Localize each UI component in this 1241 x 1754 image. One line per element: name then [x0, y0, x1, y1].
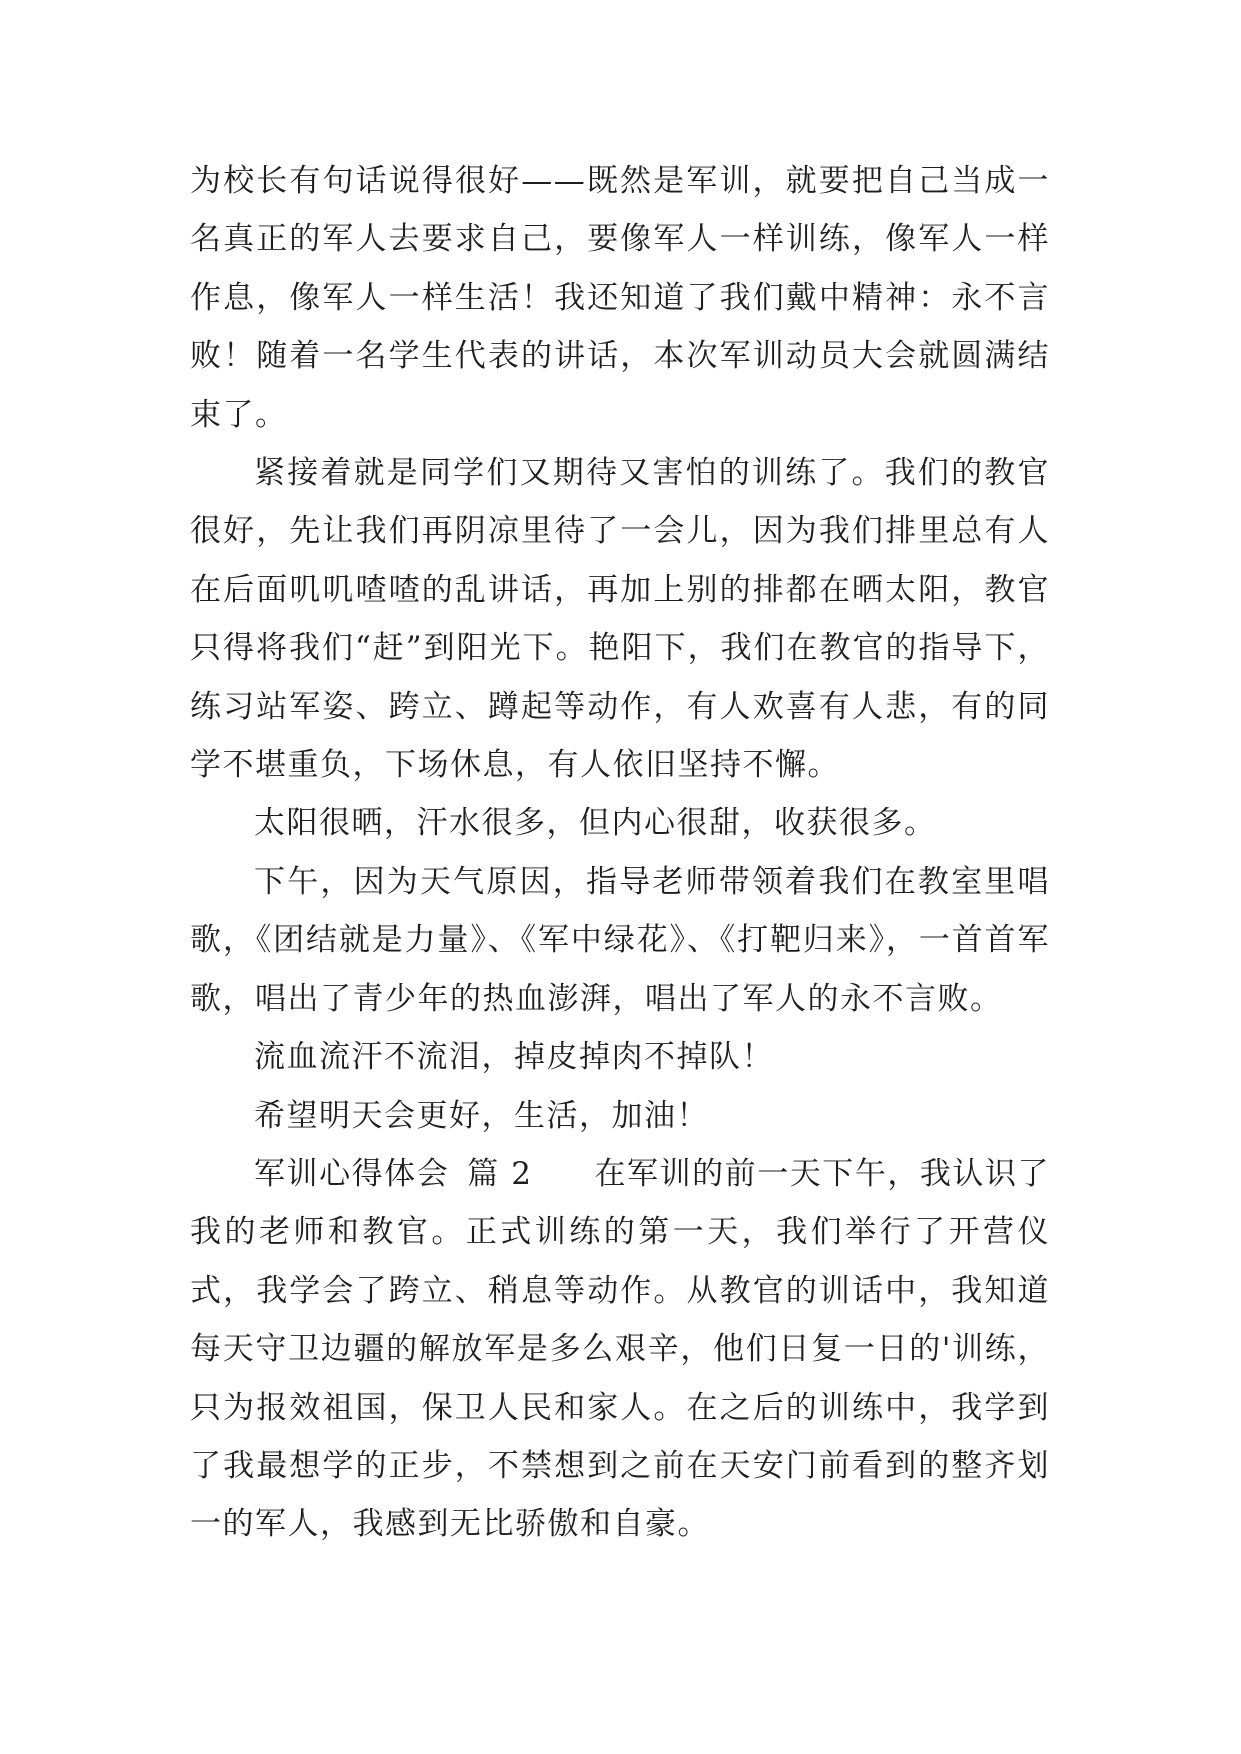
paragraph-1: 为校长有句话说得很好——既然是军训，就要把自己当成一名真正的军人去要求自己，要像军人一样训练，像军人一样作息，像军人一样生活！我还知道了我们戴中精神：永不言败！随着一名学生代表的讲话，本次军训动员大会就圆满结束了。: [190, 163, 1050, 433]
paragraph-2: 紧接着就是同学们又期待又害怕的训练了。我们的教官很好，先让我们再阴凉里待了一会儿，因为我们排里总有人在后面叽叽喳喳的乱讲话，再加上别的排都在晒太阳，教官只得将我们“赶”到阳光下。艳阳下，我们在教官的指导下，练习站军姿、跨立、蹲起等动作，有人欢喜有人悲，有的同学不堪重负，下场休息，有人依旧坚持不懈。: [190, 455, 1050, 784]
document-body: [190, 152, 1050, 1554]
paragraph-3: 太阳很晒，汗水很多，但内心很甜，收获很多。: [254, 805, 937, 842]
paragraph-4: 下午，因为天气原因，指导老师带领着我们在教室里唱歌，《团结就是力量》、《军中绿花》、《打靶归来》，一首首军歌，唱出了青少年的热血澎湃，唱出了军人的永不言败。: [190, 863, 1050, 1017]
section-2-heading: 军训心得体会: [254, 1155, 450, 1192]
paragraph-6: 希望明天会更好，生活，加油！: [254, 1097, 709, 1134]
section-2-number: 篇 2: [467, 1155, 533, 1192]
paragraph-5: 流血流汗不流泪，掉皮掉肉不掉队！: [254, 1039, 774, 1076]
section-2-paragraph: [190, 1145, 1050, 1554]
section-2-body: 在军训的前一天下午，我认识了我的老师和教官。正式训练的第一天，我们举行了开营仪式，我学会了跨立、稍息等动作。从教官的训话中，我知道每天守卫边疆的解放军是多么艰辛，他们日复一日的'训练，只为报效祖国，保卫人民和家人。在之后的训练中，我学到了我最想学的正步，不禁想到之前在天安门前看到的整齐划一的军人，我感到无比骄傲和自豪。: [190, 1155, 1051, 1543]
